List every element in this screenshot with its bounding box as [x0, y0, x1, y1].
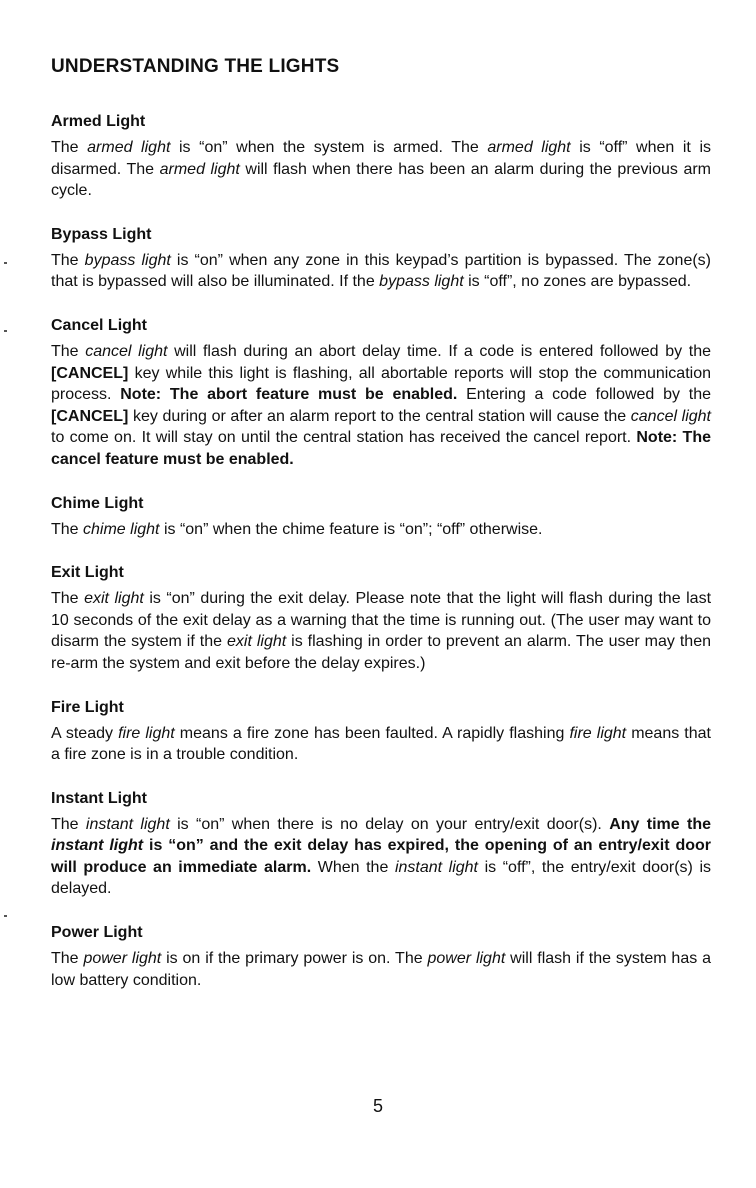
text-run: A steady	[51, 724, 119, 742]
section-armed-light	[51, 111, 711, 202]
text-run: cancel light	[630, 407, 712, 425]
text-run: cancel light	[85, 342, 168, 360]
text-run: will flash during an abort delay time. If a code is entered followed by the	[167, 342, 711, 360]
manual-page	[51, 55, 711, 1013]
text-run: to come on. It will stay on until the central station has received the cancel report.	[51, 429, 637, 447]
text-run: means that a fire zone is in a trouble condition.	[51, 724, 711, 764]
section-body	[51, 519, 711, 541]
section-heading: Bypass Light	[51, 225, 152, 243]
text-run: instant light	[51, 837, 144, 855]
text-run: bypass light	[84, 251, 171, 269]
scan-mark	[4, 262, 7, 264]
text-run: The	[51, 251, 85, 269]
section-body	[51, 250, 711, 293]
section-heading: Exit Light	[51, 564, 124, 582]
section-heading: Cancel Light	[51, 316, 148, 334]
section-heading: Armed Light	[51, 113, 146, 130]
text-run: is “on” when there is no delay on your entry/exit door(s).	[169, 815, 610, 833]
text-run: key during or after an alarm report to the central station will cause the	[128, 407, 631, 425]
text-run: Any time the	[609, 815, 712, 833]
text-run: is “on” during the exit delay. Please note that the light will flash during the last 10 seconds of the exit delay as a warning that the time is running out. (The user may want to disarm the system if the	[51, 590, 712, 651]
text-run: is “on” when the chime feature is “on”; “off” otherwise.	[159, 520, 543, 538]
text-run: Note: The cancel feature must be enabled.	[51, 429, 711, 468]
text-run: is “off” when it is disarmed. The	[51, 139, 712, 178]
text-run: power light	[427, 950, 506, 968]
scan-mark	[4, 915, 7, 917]
text-run: fire light	[569, 724, 627, 742]
section-body	[51, 948, 711, 991]
text-run: is “off”, the entry/exit door(s) is delayed.	[51, 858, 712, 898]
section-cancel-light	[51, 315, 711, 471]
text-run: [CANCEL]	[51, 407, 129, 425]
text-run: exit light	[226, 633, 287, 651]
section-body	[51, 341, 711, 471]
text-run: will flash if the system has a low battery condition.	[51, 950, 711, 989]
text-run: will flash when there has been an alarm during the previous arm cycle.	[51, 160, 711, 200]
text-run: The	[51, 342, 86, 360]
text-run: exit light	[84, 590, 144, 608]
text-run: armed light	[87, 139, 171, 156]
text-run: is “on” and the exit delay has expired, the opening of an entry/exit door will produce an immediate alarm.	[51, 837, 712, 876]
section-heading: Chime Light	[51, 494, 144, 512]
text-run: armed light	[487, 139, 571, 156]
section-body	[51, 723, 711, 766]
page-title: UNDERSTANDING THE LIGHTS	[51, 56, 340, 77]
section-heading: Fire Light	[51, 698, 124, 716]
text-run: The	[51, 139, 88, 156]
sections-container	[51, 111, 711, 991]
text-run: The	[51, 950, 84, 968]
section-bypass-light	[51, 224, 711, 293]
section-heading: Power Light	[51, 924, 143, 942]
text-run: is “on” when the system is armed. The	[170, 139, 488, 156]
text-run: The	[51, 590, 85, 608]
text-run: The	[51, 815, 86, 833]
section-fire-light	[51, 697, 711, 766]
text-run: instant light	[85, 815, 170, 833]
text-run: When the	[311, 858, 395, 876]
scan-mark	[4, 330, 7, 332]
text-run: is “off”, no zones are bypassed.	[463, 273, 692, 291]
text-run: is “on” when any zone in this keypad’s partition is bypassed. The zone(s) that is bypassed will also be illuminated. If the	[51, 251, 712, 291]
text-run: power light	[83, 950, 162, 968]
page-number: 5	[372, 1096, 383, 1116]
text-run: key while this light is flashing, all abortable reports will stop the communication process.	[51, 364, 711, 404]
text-run: fire light	[118, 724, 175, 742]
text-run: [CANCEL]	[51, 364, 129, 382]
section-body	[51, 137, 711, 202]
section-heading: Instant Light	[51, 789, 147, 807]
section-chime-light	[51, 493, 711, 541]
text-run: Note: The abort feature must be enabled.	[120, 386, 458, 404]
text-run: is flashing in order to prevent an alarm. The user may then re-arm the system and exit before the delay expires.)	[51, 633, 711, 672]
section-exit-light	[51, 562, 711, 674]
text-run: Entering a code followed by the	[457, 386, 712, 404]
text-run: bypass light	[379, 273, 464, 291]
text-run: chime light	[83, 520, 160, 538]
text-run: instant light	[394, 858, 479, 876]
text-run: The	[51, 520, 84, 538]
section-body	[51, 588, 711, 674]
section-power-light	[51, 922, 711, 991]
text-run: means a fire zone has been faulted. A rapidly flashing	[174, 724, 570, 742]
section-instant-light	[51, 788, 711, 900]
text-run: armed light	[159, 160, 240, 178]
section-body	[51, 814, 711, 900]
text-run: is on if the primary power is on. The	[161, 950, 428, 968]
